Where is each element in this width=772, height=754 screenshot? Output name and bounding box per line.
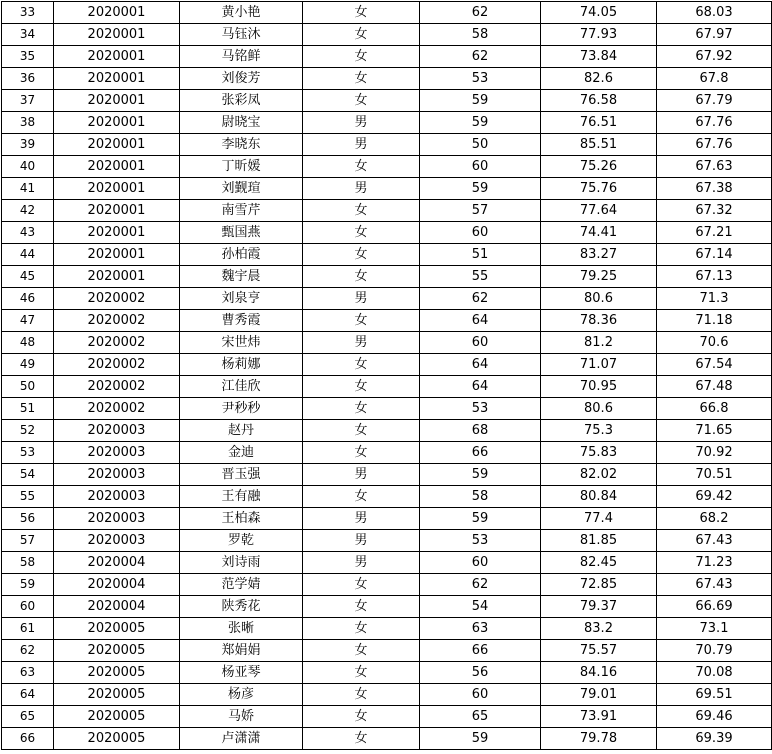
table-row [2,574,772,596]
interview-score-cell: 71.07 [541,354,657,376]
interview-score-cell: 74.05 [541,2,657,24]
gender-cell: 女 [303,486,420,508]
total-score-cell: 70.6 [657,332,772,354]
table-row [2,376,772,398]
interview-score-cell: 82.6 [541,68,657,90]
gender-cell: 女 [303,266,420,288]
exam-id-cell: 2020004 [54,574,180,596]
gender-cell: 女 [303,156,420,178]
table-row [2,178,772,200]
gender-cell: 女 [303,90,420,112]
exam-id-cell: 2020003 [54,420,180,442]
table-row [2,222,772,244]
written-score-cell: 64 [420,376,541,398]
total-score-cell: 67.76 [657,112,772,134]
exam-id-cell: 2020001 [54,222,180,244]
written-score-cell: 62 [420,288,541,310]
total-score-cell: 67.79 [657,90,772,112]
written-score-cell: 58 [420,24,541,46]
written-score-cell: 59 [420,112,541,134]
seq-cell: 63 [2,662,54,684]
exam-id-cell: 2020003 [54,486,180,508]
exam-id-cell: 2020002 [54,354,180,376]
table-row [2,200,772,222]
exam-id-cell: 2020001 [54,156,180,178]
name-cell: 孙柏霞 [180,244,303,266]
seq-cell: 36 [2,68,54,90]
written-score-cell: 55 [420,266,541,288]
total-score-cell: 71.18 [657,310,772,332]
name-cell: 杨彦 [180,684,303,706]
seq-cell: 38 [2,112,54,134]
seq-cell: 64 [2,684,54,706]
table-row [2,90,772,112]
table-row [2,420,772,442]
table-row [2,156,772,178]
interview-score-cell: 75.3 [541,420,657,442]
seq-cell: 61 [2,618,54,640]
total-score-cell: 71.65 [657,420,772,442]
exam-id-cell: 2020005 [54,618,180,640]
exam-id-cell: 2020001 [54,244,180,266]
table-row [2,266,772,288]
total-score-cell: 69.42 [657,486,772,508]
total-score-cell: 67.14 [657,244,772,266]
interview-score-cell: 83.27 [541,244,657,266]
table-row [2,332,772,354]
table-row [2,46,772,68]
written-score-cell: 64 [420,310,541,332]
written-score-cell: 53 [420,68,541,90]
name-cell: 丁昕媛 [180,156,303,178]
seq-cell: 35 [2,46,54,68]
total-score-cell: 69.39 [657,728,772,750]
written-score-cell: 60 [420,332,541,354]
interview-score-cell: 84.16 [541,662,657,684]
exam-id-cell: 2020005 [54,728,180,750]
gender-cell: 男 [303,288,420,310]
table-row [2,354,772,376]
gender-cell: 女 [303,420,420,442]
gender-cell: 女 [303,684,420,706]
table-row [2,662,772,684]
seq-cell: 56 [2,508,54,530]
interview-score-cell: 73.84 [541,46,657,68]
interview-score-cell: 85.51 [541,134,657,156]
written-score-cell: 63 [420,618,541,640]
exam-id-cell: 2020005 [54,706,180,728]
written-score-cell: 60 [420,684,541,706]
total-score-cell: 68.03 [657,2,772,24]
gender-cell: 女 [303,706,420,728]
table-row [2,2,772,24]
written-score-cell: 59 [420,178,541,200]
interview-score-cell: 70.95 [541,376,657,398]
name-cell: 张彩凤 [180,90,303,112]
name-cell: 罗乾 [180,530,303,552]
exam-id-cell: 2020001 [54,200,180,222]
total-score-cell: 67.97 [657,24,772,46]
gender-cell: 女 [303,376,420,398]
table-row [2,640,772,662]
name-cell: 郑娟娟 [180,640,303,662]
name-cell: 陕秀花 [180,596,303,618]
exam-id-cell: 2020001 [54,46,180,68]
gender-cell: 女 [303,640,420,662]
interview-score-cell: 80.84 [541,486,657,508]
name-cell: 刘俊芳 [180,68,303,90]
interview-score-cell: 75.83 [541,442,657,464]
name-cell: 宋世炜 [180,332,303,354]
name-cell: 金迪 [180,442,303,464]
name-cell: 刘觐瑄 [180,178,303,200]
seq-cell: 43 [2,222,54,244]
exam-id-cell: 2020001 [54,178,180,200]
exam-id-cell: 2020005 [54,662,180,684]
written-score-cell: 51 [420,244,541,266]
name-cell: 马钰沐 [180,24,303,46]
total-score-cell: 71.23 [657,552,772,574]
seq-cell: 48 [2,332,54,354]
written-score-cell: 59 [420,728,541,750]
gender-cell: 男 [303,552,420,574]
name-cell: 范学婧 [180,574,303,596]
table-row [2,288,772,310]
exam-id-cell: 2020001 [54,2,180,24]
name-cell: 刘诗雨 [180,552,303,574]
total-score-cell: 67.54 [657,354,772,376]
seq-cell: 51 [2,398,54,420]
total-score-cell: 70.51 [657,464,772,486]
name-cell: 尉晓宝 [180,112,303,134]
name-cell: 张晰 [180,618,303,640]
table-row [2,728,772,750]
interview-score-cell: 77.64 [541,200,657,222]
exam-id-cell: 2020002 [54,310,180,332]
interview-score-cell: 75.26 [541,156,657,178]
exam-id-cell: 2020001 [54,24,180,46]
seq-cell: 34 [2,24,54,46]
name-cell: 杨亚琴 [180,662,303,684]
gender-cell: 女 [303,618,420,640]
written-score-cell: 53 [420,398,541,420]
written-score-cell: 53 [420,530,541,552]
interview-score-cell: 76.58 [541,90,657,112]
table-row [2,398,772,420]
written-score-cell: 57 [420,200,541,222]
total-score-cell: 70.08 [657,662,772,684]
name-cell: 王有融 [180,486,303,508]
written-score-cell: 68 [420,420,541,442]
seq-cell: 37 [2,90,54,112]
gender-cell: 女 [303,728,420,750]
written-score-cell: 59 [420,508,541,530]
seq-cell: 40 [2,156,54,178]
written-score-cell: 62 [420,574,541,596]
interview-score-cell: 74.41 [541,222,657,244]
total-score-cell: 71.3 [657,288,772,310]
total-score-cell: 69.46 [657,706,772,728]
total-score-cell: 66.8 [657,398,772,420]
interview-score-cell: 77.4 [541,508,657,530]
exam-id-cell: 2020001 [54,134,180,156]
gender-cell: 女 [303,2,420,24]
gender-cell: 男 [303,178,420,200]
interview-score-cell: 79.78 [541,728,657,750]
name-cell: 马铭鲜 [180,46,303,68]
exam-id-cell: 2020001 [54,90,180,112]
written-score-cell: 58 [420,486,541,508]
total-score-cell: 67.43 [657,574,772,596]
gender-cell: 女 [303,574,420,596]
exam-id-cell: 2020001 [54,266,180,288]
written-score-cell: 65 [420,706,541,728]
seq-cell: 66 [2,728,54,750]
total-score-cell: 67.13 [657,266,772,288]
total-score-cell: 67.92 [657,46,772,68]
total-score-cell: 67.21 [657,222,772,244]
gender-cell: 女 [303,68,420,90]
total-score-cell: 67.32 [657,200,772,222]
seq-cell: 52 [2,420,54,442]
seq-cell: 50 [2,376,54,398]
exam-id-cell: 2020001 [54,112,180,134]
interview-score-cell: 82.02 [541,464,657,486]
gender-cell: 男 [303,508,420,530]
total-score-cell: 73.1 [657,618,772,640]
written-score-cell: 54 [420,596,541,618]
name-cell: 刘泉亨 [180,288,303,310]
name-cell: 魏宇晨 [180,266,303,288]
gender-cell: 男 [303,464,420,486]
table-row [2,24,772,46]
gender-cell: 女 [303,596,420,618]
table-body [2,2,772,750]
exam-id-cell: 2020005 [54,640,180,662]
name-cell: 晋玉强 [180,464,303,486]
seq-cell: 55 [2,486,54,508]
total-score-cell: 67.8 [657,68,772,90]
written-score-cell: 59 [420,90,541,112]
seq-cell: 49 [2,354,54,376]
total-score-cell: 67.63 [657,156,772,178]
total-score-cell: 70.79 [657,640,772,662]
name-cell: 李晓东 [180,134,303,156]
total-score-cell: 67.38 [657,178,772,200]
seq-cell: 57 [2,530,54,552]
gender-cell: 女 [303,354,420,376]
total-score-cell: 69.51 [657,684,772,706]
interview-score-cell: 72.85 [541,574,657,596]
gender-cell: 女 [303,222,420,244]
name-cell: 杨莉娜 [180,354,303,376]
gender-cell: 男 [303,134,420,156]
interview-score-cell: 76.51 [541,112,657,134]
seq-cell: 39 [2,134,54,156]
table-row [2,310,772,332]
interview-score-cell: 79.01 [541,684,657,706]
interview-score-cell: 82.45 [541,552,657,574]
gender-cell: 男 [303,530,420,552]
table-row [2,134,772,156]
exam-id-cell: 2020005 [54,684,180,706]
gender-cell: 女 [303,244,420,266]
seq-cell: 41 [2,178,54,200]
table-row [2,112,772,134]
name-cell: 王柏森 [180,508,303,530]
table-row [2,442,772,464]
exam-id-cell: 2020001 [54,68,180,90]
score-table [1,1,772,750]
interview-score-cell: 75.57 [541,640,657,662]
gender-cell: 女 [303,662,420,684]
exam-id-cell: 2020003 [54,530,180,552]
interview-score-cell: 80.6 [541,288,657,310]
written-score-cell: 59 [420,464,541,486]
gender-cell: 男 [303,112,420,134]
total-score-cell: 66.69 [657,596,772,618]
table-row [2,552,772,574]
gender-cell: 女 [303,24,420,46]
seq-cell: 46 [2,288,54,310]
seq-cell: 60 [2,596,54,618]
name-cell: 江佳欣 [180,376,303,398]
written-score-cell: 60 [420,222,541,244]
total-score-cell: 67.43 [657,530,772,552]
written-score-cell: 66 [420,442,541,464]
seq-cell: 47 [2,310,54,332]
name-cell: 马娇 [180,706,303,728]
name-cell: 黄小艳 [180,2,303,24]
seq-cell: 65 [2,706,54,728]
interview-score-cell: 80.6 [541,398,657,420]
table-row [2,486,772,508]
total-score-cell: 70.92 [657,442,772,464]
table-row [2,706,772,728]
exam-id-cell: 2020004 [54,552,180,574]
gender-cell: 女 [303,46,420,68]
exam-id-cell: 2020003 [54,442,180,464]
exam-id-cell: 2020002 [54,332,180,354]
total-score-cell: 67.76 [657,134,772,156]
interview-score-cell: 75.76 [541,178,657,200]
table-row [2,596,772,618]
name-cell: 南雪芹 [180,200,303,222]
table-row [2,508,772,530]
seq-cell: 54 [2,464,54,486]
gender-cell: 男 [303,332,420,354]
name-cell: 曹秀霞 [180,310,303,332]
seq-cell: 59 [2,574,54,596]
table-row [2,530,772,552]
interview-score-cell: 83.2 [541,618,657,640]
written-score-cell: 60 [420,156,541,178]
seq-cell: 42 [2,200,54,222]
seq-cell: 45 [2,266,54,288]
seq-cell: 58 [2,552,54,574]
interview-score-cell: 78.36 [541,310,657,332]
interview-score-cell: 81.2 [541,332,657,354]
total-score-cell: 68.2 [657,508,772,530]
gender-cell: 女 [303,310,420,332]
seq-cell: 44 [2,244,54,266]
written-score-cell: 56 [420,662,541,684]
interview-score-cell: 73.91 [541,706,657,728]
gender-cell: 女 [303,442,420,464]
interview-score-cell: 77.93 [541,24,657,46]
written-score-cell: 60 [420,552,541,574]
name-cell: 赵丹 [180,420,303,442]
interview-score-cell: 79.25 [541,266,657,288]
table-row [2,244,772,266]
exam-id-cell: 2020002 [54,376,180,398]
name-cell: 卢潇潇 [180,728,303,750]
written-score-cell: 50 [420,134,541,156]
table-row [2,464,772,486]
table-row [2,684,772,706]
seq-cell: 62 [2,640,54,662]
table-row [2,618,772,640]
gender-cell: 女 [303,398,420,420]
exam-id-cell: 2020003 [54,464,180,486]
exam-id-cell: 2020004 [54,596,180,618]
gender-cell: 女 [303,200,420,222]
table-row [2,68,772,90]
interview-score-cell: 81.85 [541,530,657,552]
exam-id-cell: 2020002 [54,288,180,310]
exam-id-cell: 2020003 [54,508,180,530]
seq-cell: 53 [2,442,54,464]
written-score-cell: 62 [420,46,541,68]
name-cell: 甄国燕 [180,222,303,244]
name-cell: 尹秒秒 [180,398,303,420]
interview-score-cell: 79.37 [541,596,657,618]
written-score-cell: 64 [420,354,541,376]
exam-id-cell: 2020002 [54,398,180,420]
written-score-cell: 62 [420,2,541,24]
total-score-cell: 67.48 [657,376,772,398]
seq-cell: 33 [2,2,54,24]
written-score-cell: 66 [420,640,541,662]
